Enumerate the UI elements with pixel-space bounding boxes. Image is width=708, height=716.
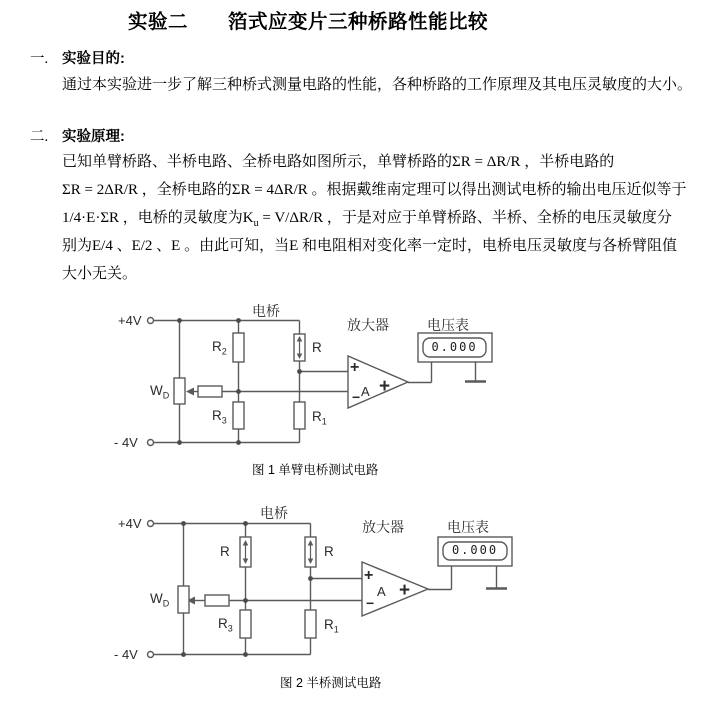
fig2-potentiometer-box: [178, 586, 189, 613]
fig1-r2-box: [233, 333, 244, 362]
k-subscript: u: [253, 218, 259, 229]
fig2-gauge-right-label: R: [324, 544, 334, 559]
fig1-plus4v-label: +4V: [118, 313, 142, 328]
fig2-amplifier-label: 放大器: [362, 519, 404, 535]
fig1-amp-name: A: [361, 384, 370, 399]
fig2-minus4v-label: - 4V: [114, 647, 138, 662]
section2-number: 二.: [30, 129, 49, 145]
fig2-voltmeter-reading: 0.000: [451, 543, 499, 557]
principle-line-3: 1/4·E·ΣR ，电桥的灵敏度为$K_u = V/\Delta R/R$ ，于是对应于单臂桥路、半桥、全桥的电压灵敏度分: [62, 210, 672, 229]
fig2-voltmeter-label: 电压表: [447, 519, 489, 535]
fig1-wiper-resistor-box: [198, 386, 222, 397]
fig1-voltmeter-reading: 0.000: [431, 340, 478, 354]
title-text: 箔式应变片三种桥路性能比较: [228, 11, 489, 33]
title-experiment-number: 实验二: [128, 11, 189, 33]
fig2-r3-label: $R_3$: [218, 616, 233, 634]
fig2-gauge-left-label: R: [220, 544, 230, 559]
fig2-wd-label: $W_D$: [150, 591, 170, 609]
purpose-body: 通过本实验进一步了解三种桥式测量电路的性能，各种桥路的工作原理及其电压灵敏度的大小。: [62, 77, 693, 93]
figure2-circuit: [148, 521, 513, 658]
fig1-amp-minus-input: −: [352, 389, 361, 405]
fig2-wiper-resistor-box: [205, 595, 229, 606]
section1-number: 一.: [30, 51, 49, 67]
fig1-r2-label: $R_2$: [212, 339, 227, 357]
fig2-plus4v-label: +4V: [118, 516, 142, 531]
fig1-caption: 图 1 单臂电桥测试电路: [252, 463, 379, 477]
fig2-caption: 图 2 半桥测试电路: [280, 676, 382, 690]
fig2-minus-terminal: [148, 652, 154, 658]
section2-heading: 实验原理:: [62, 129, 125, 145]
fig1-voltmeter-label: 电压表: [427, 317, 469, 333]
fig1-minus-terminal: [148, 440, 154, 446]
fig2-amp-minus-input: −: [366, 595, 375, 611]
principle-line-1: 已知单臂桥路、半桥电路、全桥电路如图所示，单臂桥路的ΣR = ΔR/R ，半桥电路的: [62, 154, 615, 170]
fig1-plus-terminal: [148, 318, 154, 324]
fig2-amp-name: A: [377, 584, 386, 599]
fig1-amp-plus-input: +: [350, 359, 360, 376]
fig1-r1-label: $R_1$: [312, 409, 327, 427]
fig1-amp-plus-output: +: [379, 376, 391, 397]
fig1-wiper-arrowhead: [186, 388, 194, 396]
fig2-r1-box: [305, 610, 316, 638]
fig1-minus4v-label: - 4V: [114, 435, 138, 450]
fig2-bridge-label: 电桥: [260, 505, 288, 521]
fig2-r3-box: [240, 610, 251, 638]
principle-line-5: 大小无关。: [62, 266, 138, 282]
section1-heading: 实验目的:: [62, 51, 125, 67]
fig2-amp-plus-output: +: [399, 580, 411, 601]
fig2-r1-label: $R_1$: [324, 617, 339, 635]
fig1-potentiometer-box: [174, 378, 185, 404]
principle-line-2: ΣR = 2ΔR/R ，全桥电路的ΣR = 4ΔR/R 。根据戴维南定理可以得出测试电桥的输出电压近似等于: [62, 182, 687, 198]
fig1-r3-label: $R_3$: [212, 408, 227, 426]
fig1-wd-label: $W_D$: [150, 383, 170, 401]
fig2-plus-terminal: [148, 521, 154, 527]
principle-line-4: 别为E/4 、E/2 、E 。由此可知，当E 和电阻相对变化率一定时，电桥电压灵敏度与各桥臂阻值: [62, 238, 677, 254]
fig1-r3-box: [233, 402, 244, 429]
fig1-bridge-label: 电桥: [252, 303, 280, 319]
fig2-bridge-wires: [154, 524, 311, 655]
fig1-amplifier-label: 放大器: [347, 317, 389, 333]
fig1-r1-box: [294, 402, 305, 429]
fig2-amp-plus-input: +: [364, 567, 374, 584]
fig1-gauge-label: R: [312, 340, 322, 355]
